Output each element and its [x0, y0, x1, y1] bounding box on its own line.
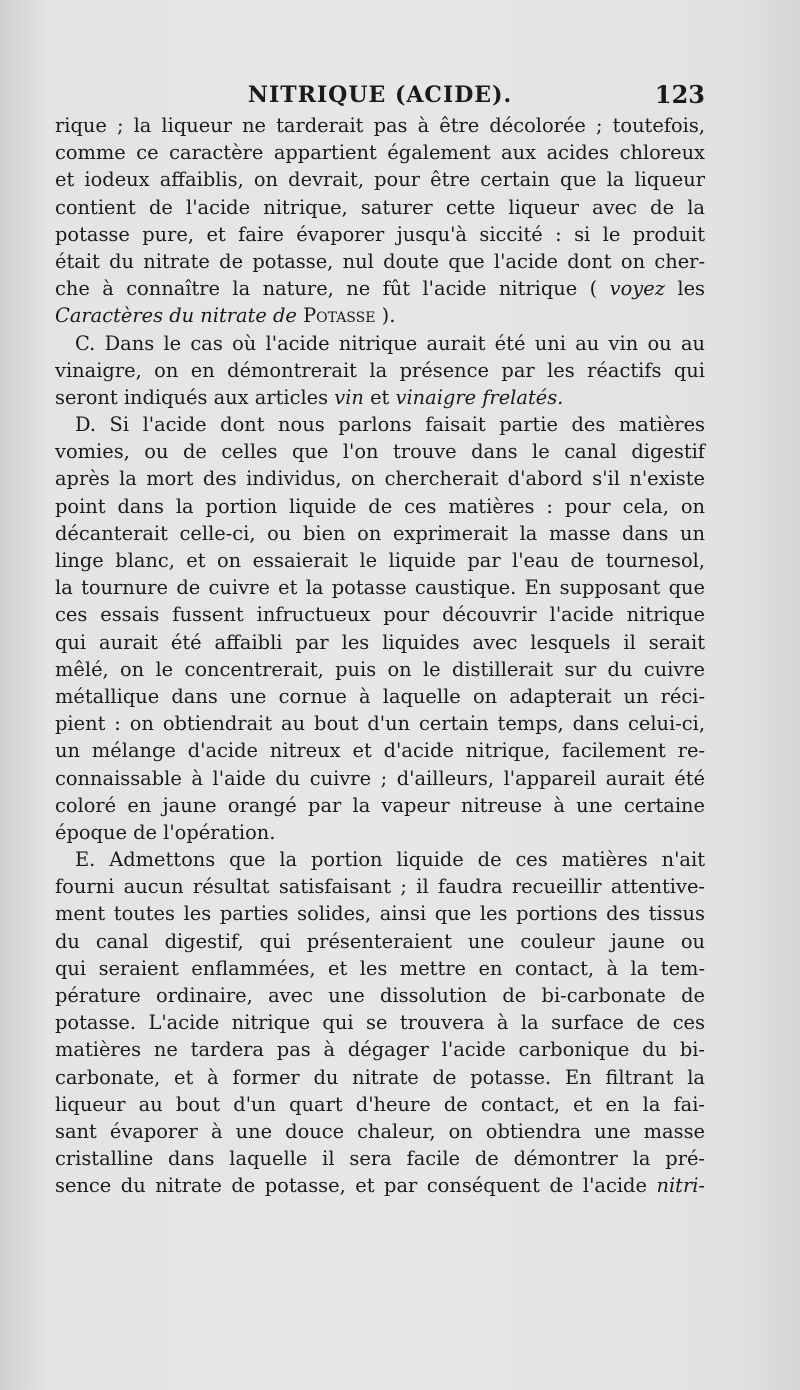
small-caps-text: Potasse: [303, 304, 376, 328]
text-segment: che à connaître la nature, ne fût l'acide nitrique (: [55, 277, 598, 301]
text-line: coloré en jaune orangé par la vapeur nitreuse à une certaine: [55, 793, 705, 817]
text-line: qui aurait été affaibli par les liquides avec lesquels il serait: [55, 630, 705, 654]
text-line: liqueur au bout d'un quart d'heure de contact, et en la fai-: [55, 1092, 705, 1116]
text-line: pient : on obtiendrait au bout d'un certain temps, dans celui-ci,: [55, 712, 705, 736]
text-line: linge blanc, et on essaierait le liquide par l'eau de tournesol,: [55, 549, 705, 572]
page-number: 123: [654, 80, 705, 109]
text-line: [55, 302, 705, 329]
text-line: [55, 275, 705, 302]
text-line: [55, 1172, 705, 1199]
text-line: mêlé, on le concentrerait, puis on le distillerait sur du cuivre: [55, 657, 705, 681]
italic-text: Caractères du nitrate de: [55, 304, 297, 328]
text-line: métallique dans une cornue à laquelle on adapterait un réci-: [55, 684, 705, 708]
italic-text: nitri-: [656, 1174, 705, 1198]
text-line: qui seraient enflammées, et les mettre en contact, à la tem-: [55, 956, 705, 980]
text-line: connaissable à l'aide du cuivre ; d'ailleurs, l'appareil aurait été: [55, 766, 705, 790]
running-title: NITRIQUE (ACIDE).: [247, 82, 513, 108]
page-header: [55, 78, 705, 112]
text-segment: les: [677, 277, 706, 301]
text-line: du canal digestif, qui présenteraient une couleur jaune ou: [55, 929, 705, 953]
text-line: [55, 384, 705, 411]
text-line: potasse pure, et faire évaporer jusqu'à siccité : si le produit: [55, 222, 705, 246]
text-line: matières ne tardera pas à dégager l'acide carbonique du bi-: [55, 1038, 705, 1062]
text-line: contient de l'acide nitrique, saturer cette liqueur avec de la: [55, 195, 705, 219]
text-line: ment toutes les parties solides, ainsi que les portions des tissus: [55, 902, 705, 926]
text-line: comme ce caractère appartient également aux acides chloreux: [55, 141, 705, 165]
text-line: était du nitrate de potasse, nul doute que l'acide dont on cher-: [55, 249, 705, 273]
text-line: C. Dans le cas où l'acide nitrique aurait été uni au vin ou au: [75, 331, 705, 355]
text-line: décanterait celle-ci, ou bien on exprimerait la masse dans un: [55, 521, 705, 545]
text-segment: et: [370, 385, 390, 409]
text-line: rique ; la liqueur ne tarderait pas à être décolorée ; toutefois,: [55, 114, 705, 137]
text-line: potasse. L'acide nitrique qui se trouvera à la surface de ces: [55, 1011, 705, 1035]
text-line: vinaigre, on en démontrerait la présence par les réactifs qui: [55, 358, 705, 382]
text-line: point dans la portion liquide de ces matières : pour cela, on: [55, 494, 705, 518]
text-line: cristalline dans laquelle il sera facile de démontrer la pré-: [55, 1147, 705, 1171]
text-line: vomies, ou de celles que l'on trouve dans le canal digestif: [55, 440, 705, 464]
text-segment: seront indiqués aux articles: [55, 385, 329, 409]
text-line: ces essais fussent infructueux pour découvrir l'acide nitrique: [55, 603, 705, 627]
text-line: un mélange d'acide nitreux et d'acide nitrique, facilement re-: [55, 739, 705, 763]
italic-text: vinaigre frelatés.: [395, 385, 564, 409]
text-line: et iodeux affaiblis, on devrait, pour être certain que la liqueur: [55, 168, 705, 192]
text-segment: ).: [381, 304, 396, 328]
text-line: fourni aucun résultat satisfaisant ; il faudra recueillir attentive-: [55, 875, 705, 899]
text-line: pérature ordinaire, avec une dissolution de bi-carbonate de: [55, 984, 705, 1007]
body-text: [55, 112, 705, 1200]
text-line: la tournure de cuivre et la potasse caustique. En supposant que: [55, 576, 705, 600]
text-line: sant évaporer à une douce chaleur, on obtiendra une masse: [55, 1119, 705, 1143]
text-line: carbonate, et à former du nitrate de potasse. En filtrant la: [55, 1065, 705, 1089]
text-line: D. Si l'acide dont nous parlons faisait partie des matières: [75, 413, 705, 437]
text-segment: sence du nitrate de potasse, et par conséquent de l'acide: [55, 1174, 647, 1198]
text-line: E. Admettons que la portion liquide de ces matières n'ait: [75, 848, 705, 872]
italic-text: vin: [334, 385, 364, 409]
italic-text: voyez: [609, 277, 665, 301]
text-line: après la mort des individus, on chercherait d'abord s'il n'existe: [55, 467, 705, 491]
text-line: époque de l'opération.: [55, 820, 276, 844]
